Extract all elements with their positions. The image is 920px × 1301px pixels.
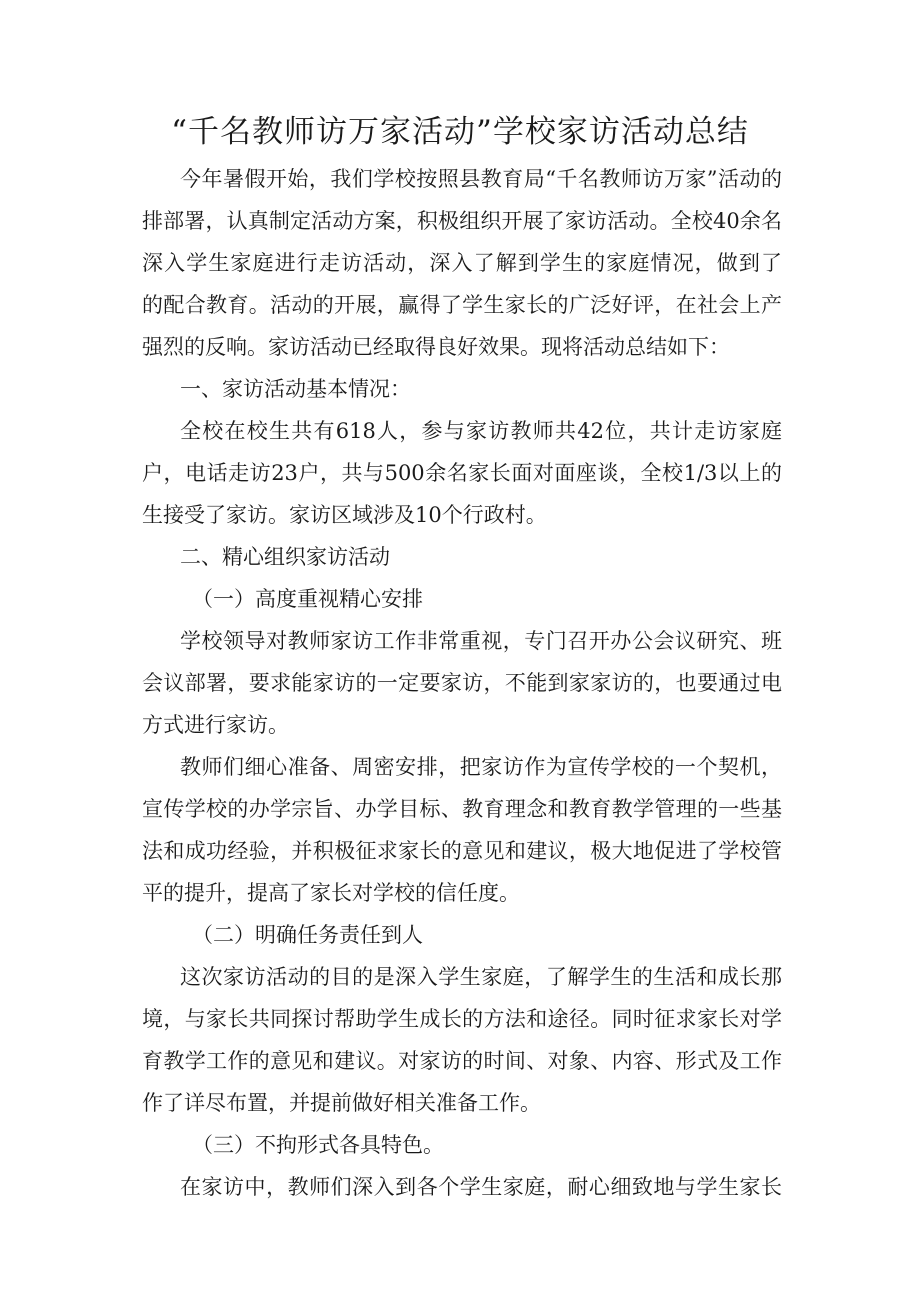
paragraph-line: 法和成功经验，并积极征求家长的意见和建议，极大地促进了学校管 <box>142 839 782 863</box>
paragraph-line: 方式进行家访。 <box>142 713 289 737</box>
subsection-heading: （二）明确任务责任到人 <box>192 923 423 947</box>
paragraph-line: 平的提升，提高了家长对学校的信任度。 <box>142 881 520 905</box>
paragraph-line: 这次家访活动的目的是深入学生家庭，了解学生的生活和成长那 <box>180 965 782 989</box>
paragraph-line: 作了详尽布置，并提前做好相关准备工作。 <box>142 1091 541 1115</box>
paragraph-line: 户，电话走访23户，共与500余名家长面对面座谈，全校1/3以上的 <box>142 461 782 485</box>
paragraph-line: 全校在校生共有618人，参与家访教师共42位，共计走访家庭 <box>180 419 782 443</box>
paragraph-line: 教师们细心准备、周密安排，把家访作为宣传学校的一个契机， <box>180 755 782 779</box>
paragraph-line: 学校领导对教师家访工作非常重视，专门召开办公会议研究、班 <box>180 629 782 653</box>
section-heading: 二、精心组织家访活动 <box>180 545 390 569</box>
document-title: “千名教师访万家活动”学校家访活动总结 <box>171 114 749 150</box>
paragraph-line: 会议部署，要求能家访的一定要家访，不能到家家访的，也要通过电 <box>142 671 782 695</box>
subsection-heading: （三）不拘形式各具特色。 <box>192 1133 444 1157</box>
paragraph-line: 境，与家长共同探讨帮助学生成长的方法和途径。同时征求家长对学 <box>142 1007 782 1031</box>
paragraph-line: 在家访中，教师们深入到各个学生家庭，耐心细致地与学生家长 <box>180 1175 782 1199</box>
paragraph-line: 强烈的反响。家访活动已经取得良好效果。现将活动总结如下： <box>142 335 730 359</box>
subsection-heading: （一）高度重视精心安排 <box>192 587 423 611</box>
paragraph-line: 生接受了家访。家访区域涉及10个行政村。 <box>142 503 547 527</box>
paragraph-line: 今年暑假开始，我们学校按照县教育局“千名教师访万家”活动的 <box>180 167 782 191</box>
paragraph-line: 的配合教育。活动的开展，赢得了学生家长的广泛好评，在社会上产 <box>142 293 782 317</box>
paragraph-line: 排部署，认真制定活动方案，积极组织开展了家访活动。全校40余名 <box>142 209 782 233</box>
paragraph-line: 宣传学校的办学宗旨、办学目标、教育理念和教育教学管理的一些基 <box>142 797 782 821</box>
paragraph-line: 育教学工作的意见和建议。对家访的时间、对象、内容、形式及工作 <box>142 1049 782 1073</box>
section-heading: 一、家访活动基本情况： <box>180 377 411 401</box>
paragraph-line: 深入学生家庭进行走访活动，深入了解到学生的家庭情况，做到了 <box>142 251 782 275</box>
